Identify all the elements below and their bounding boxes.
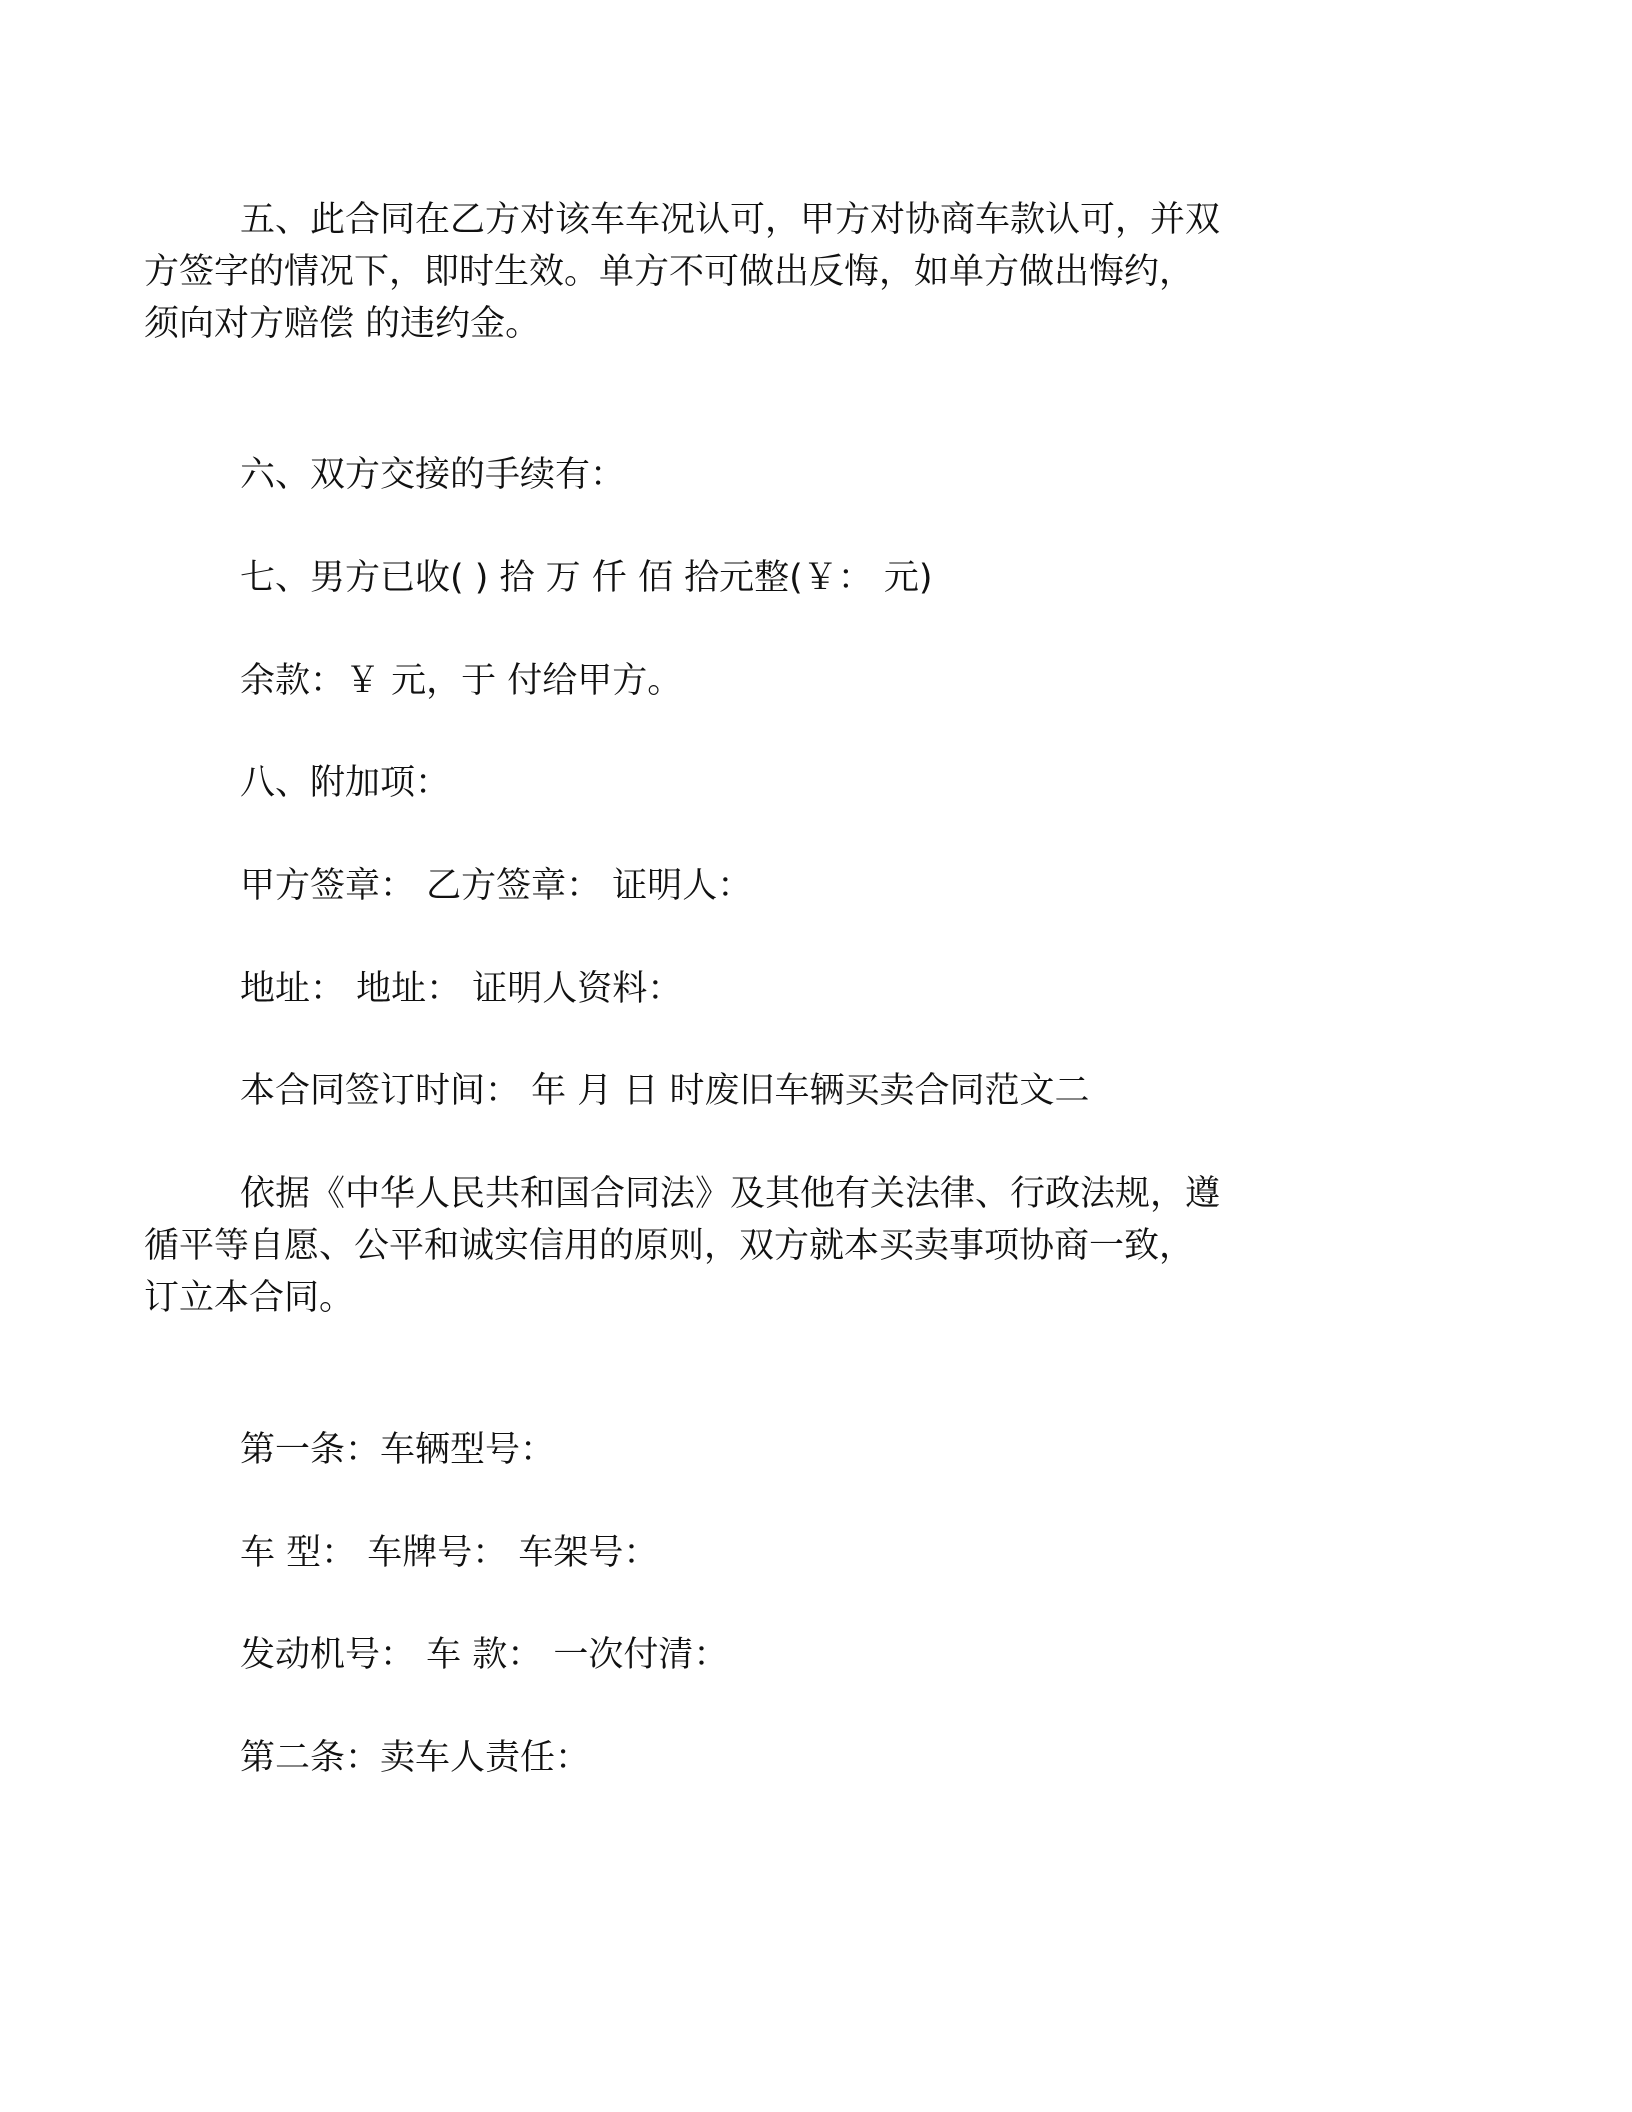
text-line: 订立本合同。 [144, 1278, 355, 1318]
text-line: 车 型： 车牌号： 车架号： [240, 1533, 659, 1573]
text-line: 依据《中华人民共和国合同法》及其他有关法律、行政法规，遵 [240, 1174, 1221, 1214]
signatures-line [240, 860, 1390, 912]
clause-7 [240, 552, 1390, 604]
text-line: 五、此合同在乙方对该车车况认可，甲方对协商车款认可，并双 [240, 200, 1221, 240]
text-line: 八、附加项： [240, 763, 451, 803]
text-line: 地址： 地址： 证明人资料： [240, 969, 683, 1009]
text-line: 发动机号： 车 款： 一次付清： [240, 1635, 729, 1675]
intro-paragraph [144, 1168, 1390, 1324]
text-line: 余款：￥ 元，于 付给甲方。 [240, 661, 683, 701]
text-line: 七、男方已收( ) 拾 万 仟 佰 拾元整(￥： 元) [240, 558, 933, 598]
clause-6 [240, 449, 1390, 501]
clause-5 [144, 194, 1390, 350]
text-line: 第二条：卖车人责任： [240, 1738, 591, 1778]
balance-line [240, 655, 1390, 707]
text-line: 循平等自愿、公平和诚实信用的原则，双方就本买卖事项协商一致， [144, 1226, 1195, 1266]
article-1 [240, 1424, 1390, 1476]
text-line: 六、双方交接的手续有： [240, 455, 626, 495]
vehicle-info-line [240, 1527, 1390, 1579]
text-line: 须向对方赔偿 的违约金。 [144, 304, 541, 344]
article-2 [240, 1732, 1390, 1784]
engine-payment-line [240, 1629, 1390, 1681]
text-line: 本合同签订时间： 年 月 日 时废旧车辆买卖合同范文二 [240, 1071, 1090, 1111]
signing-time-line [240, 1065, 1390, 1117]
text-line: 第一条：车辆型号： [240, 1430, 556, 1470]
text-line: 方签字的情况下，即时生效。单方不可做出反悔，如单方做出悔约， [144, 252, 1195, 292]
clause-8 [240, 757, 1390, 809]
text-line: 甲方签章： 乙方签章： 证明人： [240, 866, 753, 906]
address-line [240, 963, 1390, 1015]
